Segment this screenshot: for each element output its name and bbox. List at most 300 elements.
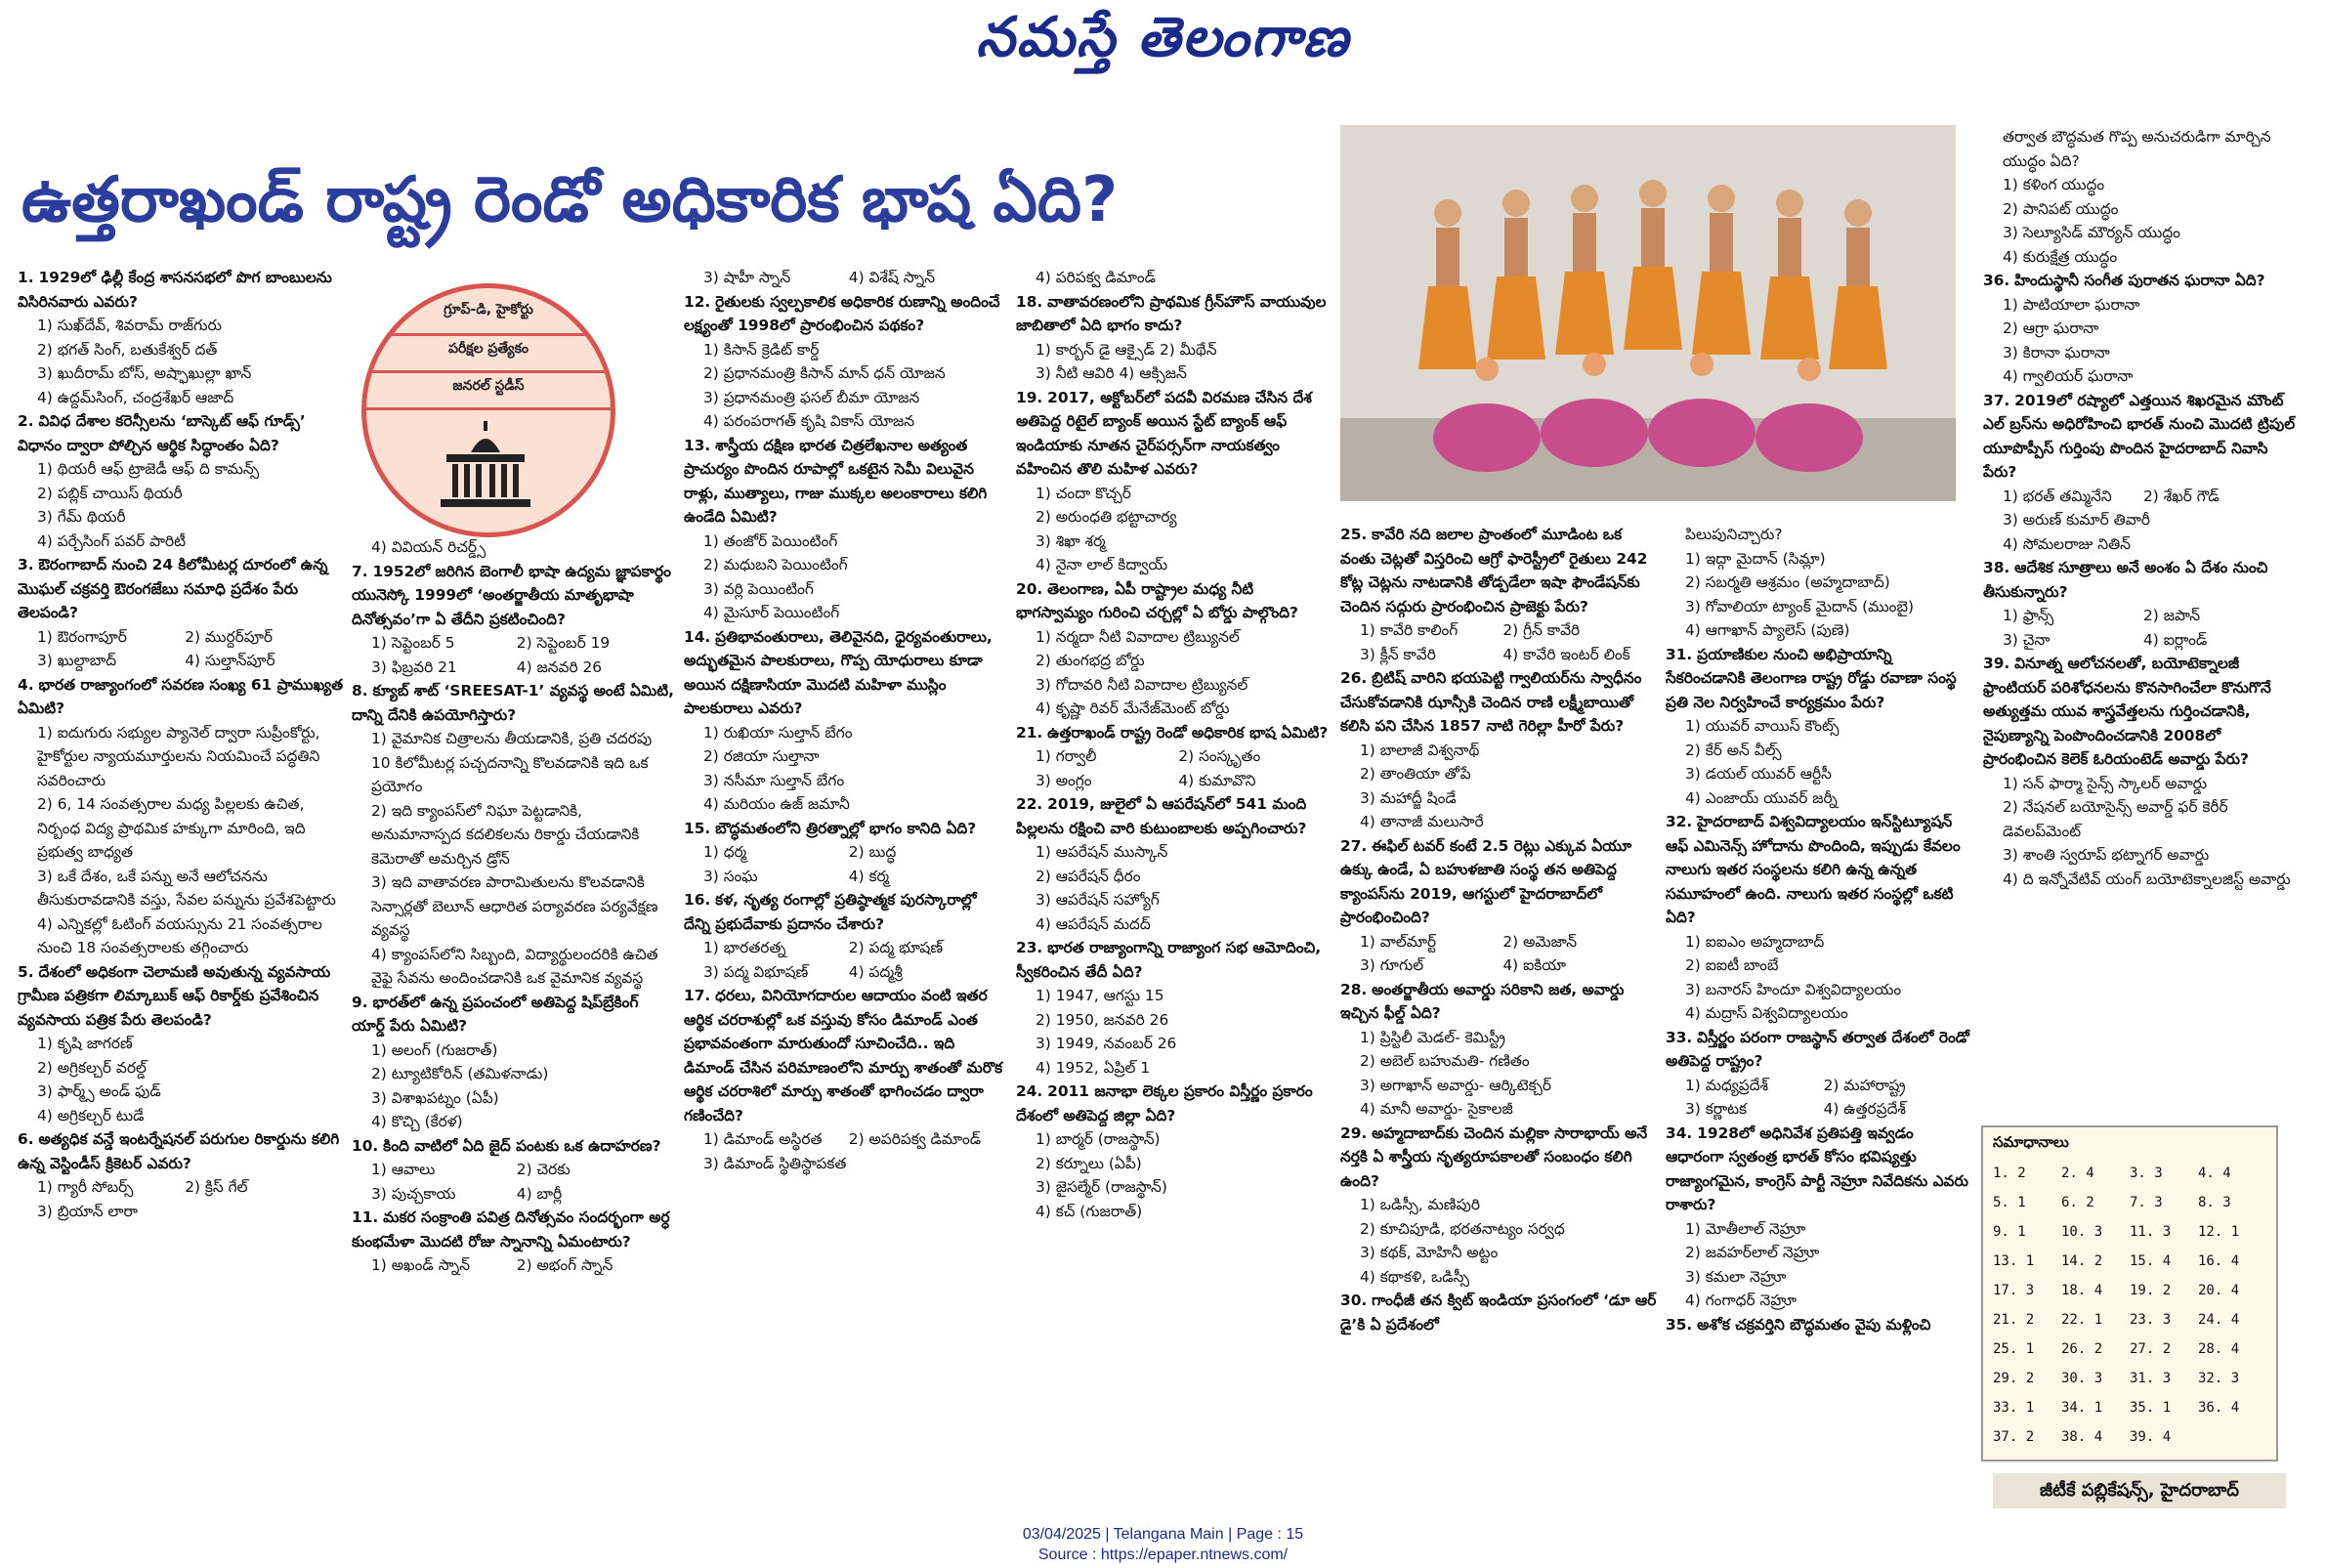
questions-column-7 — [1983, 125, 2296, 1120]
answer-key-cell: 22. 1 — [2061, 1312, 2103, 1328]
answer-option: 2) భగత్ సింగ్, బతుకేశ్వర్ దత్ — [37, 340, 218, 359]
answer-key-cell: 36. 4 — [2198, 1400, 2240, 1416]
answer-option: 2) జవహర్‌లాల్ నెహ్రూ — [1685, 1244, 1820, 1261]
question-number: 26. — [1340, 669, 1368, 687]
answer-option: 4) ఎంజాయ్ యువర్ జర్నీ — [1685, 788, 1838, 807]
answer-key-cell: 25. 1 — [1993, 1341, 2035, 1357]
question-block — [1340, 523, 1658, 666]
answer-option: 2) తుంగభద్ర బోర్డు — [1036, 652, 1145, 669]
option-row — [703, 960, 1006, 985]
answer-key-table — [1993, 1159, 2266, 1452]
answer-option: 2) నేషనల్ బయోసైన్స్ అవార్డ్ ఫర్ కెరీర్ డెవలప్‌మెంట్ — [2003, 798, 2228, 840]
question-text: రైతులకు స్వల్పకాలిక అధికారిక రుణాన్ని అందించే లక్ష్యంతో 1998లో ప్రారంభించిన పథకం? — [684, 292, 1000, 334]
question-block — [1666, 523, 1973, 643]
answer-option: 3) బనారస్ హిందూ విశ్వవిద్యాలయం — [1685, 980, 1902, 998]
answer-key-cell: 39. 4 — [2130, 1429, 2172, 1445]
option-row — [1036, 769, 1333, 793]
question-number: 15. — [684, 819, 711, 837]
answer-option: 1) గ్యారీ సోబర్స్ — [37, 1178, 134, 1196]
answer-option: తర్వాత బౌద్ధమత గొప్ప అనుచరుడిగా మార్చిన యుద్ధం ఏది? — [2003, 128, 2271, 170]
answer-option: 3) అగాఖాన్ అవార్డు- ఆర్కిటెక్చర్ — [1360, 1076, 1552, 1094]
question-number: 31. — [1666, 645, 1693, 663]
question-block — [684, 434, 1006, 625]
answer-option: 2) ఆపరేషన్ ధీరం — [1036, 867, 1141, 885]
question-number: 23. — [1016, 939, 1043, 956]
answer-option: 1) కావేరి కాలింగ్ — [1360, 621, 1459, 639]
answer-option: 4) ది ఇన్నోవేటివ్ యంగ్ బయోటెక్నాలజిస్ట్ అవార్డు — [2003, 869, 2291, 888]
answer-option: 1) పాటియాలా ఘరానా — [2003, 295, 2140, 314]
answer-key-cell: 27. 2 — [2130, 1341, 2172, 1357]
answer-key-cell: 12. 1 — [2198, 1224, 2240, 1240]
badge-line-1: గ్రూప్-డి, హైకోర్టు — [444, 302, 533, 318]
answer-option: 1) 1947, ఆగస్టు 15 — [1036, 987, 1164, 1004]
question-text: అశోక చక్రవర్తిని బౌద్ధమతం వైపు మళ్లించి — [1697, 1315, 1931, 1334]
answer-key-cell: 23. 3 — [2130, 1312, 2172, 1328]
option-row — [703, 266, 1006, 290]
answer-option: 4) కురుక్షేత్ర యుద్ధం — [2003, 247, 2118, 266]
option-row — [1036, 744, 1333, 769]
answer-option: 3) డిమాండ్ స్థితిస్థాపకత — [703, 1154, 847, 1172]
answer-option: 3) అంగ్లం — [1036, 771, 1092, 789]
answer-option: 4) మద్రాస్ విశ్వవిద్యాలయం — [1685, 1004, 1848, 1022]
question-block — [18, 960, 345, 1128]
option-row — [1685, 1074, 1973, 1098]
question-block — [684, 266, 1006, 290]
answer-option: 4) కర్మ — [848, 867, 890, 885]
answer-option: 4) కొచ్చి (కేరళ) — [371, 1113, 463, 1130]
answer-option: 4) ఉత్తరప్రదేశ్ — [1823, 1100, 1906, 1118]
answer-option: 2) శేఖర్ గౌడ్ — [2143, 487, 2220, 505]
answer-option: 1) ఆవాలు — [371, 1161, 436, 1178]
answer-key-cell: 1. 2 — [1993, 1165, 2026, 1181]
answer-key-cell: 15. 4 — [2130, 1253, 2172, 1269]
question-text: హైదరాబాద్ విశ్వవిద్యాలయం ఇన్‌స్టిట్యూషన్ ఆఫ్ ఎమినెన్స్ హోదాను పొందింది, ఇప్పుడు కేవలం నాలుగు ఇతర సంస్థలను కలిగి ఉన్న ఉన్నత సమూహంలో ఉంది. నాలుగు ఇతర సంస్థల్లో ఒకటి ఏది? — [1666, 813, 1961, 926]
answer-option: 1) కళింగ యుద్ధం — [2003, 176, 2105, 193]
option-row — [371, 1158, 674, 1182]
newspaper-masthead: నమస్తే తెలంగాణ — [976, 6, 1350, 69]
answer-option: 4) క్యాంపస్‌లోని సిబ్బంది, విద్యార్థులందరికి ఉచిత వైఫై సేవను అందించడానికి ఒక వైమానిక వ్యవస్థ — [371, 945, 658, 987]
answer-option: 1) బార్మర్ (రాజస్థాన్) — [1036, 1130, 1161, 1148]
question-number: 3. — [18, 556, 34, 573]
answer-key-cell: 19. 2 — [2130, 1283, 2172, 1298]
answer-option: 2) సెప్టెంబర్ 19 — [516, 634, 611, 652]
answer-option: 1) మధ్యప్రదేశ్ — [1685, 1076, 1769, 1094]
question-block — [18, 266, 345, 409]
question-block — [1016, 386, 1333, 577]
answer-option: 4) పరిపక్వ డిమాండ్ — [1036, 269, 1157, 286]
answer-key-cell: 2. 4 — [2061, 1165, 2094, 1181]
answer-key-cell: 7. 3 — [2130, 1195, 2163, 1210]
answer-option: 1) ప్రిస్టిలీ మెడల్- కెమిస్ట్రీ — [1360, 1028, 1505, 1046]
question-text: తెలంగాణ, ఏపీ రాష్ట్రాల మధ్య నీటి భాగస్వామ్యం గురించి చర్చల్లో ఏ బోర్డు పాల్గొంది? — [1016, 579, 1298, 621]
answer-option: 1) భరత్ తమ్మినేని — [2003, 487, 2112, 505]
answer-key-cell: 8. 3 — [2198, 1195, 2231, 1210]
answer-option: 4) పరంపరాగత్ కృషి వికాస్ యోజన — [703, 412, 915, 430]
answer-option: 2) జపాన్ — [2143, 607, 2201, 624]
question-block — [1340, 978, 1658, 1122]
answer-key-cell: 3. 3 — [2130, 1165, 2163, 1181]
question-text: వివిధ దేశాల కరెన్సీలను ‘బాస్కెట్ ఆఫ్ గూడ్స్’ విధానం ద్వారా పోల్చిన ఆర్థిక సిద్ధాంతం ఏది? — [18, 412, 306, 454]
answer-option: 3) మహాద్జీ షిండే — [1360, 788, 1457, 807]
question-text: భారత రాజ్యాంగాన్ని రాజ్యాంగ సభ ఆమోదించి, స్వీకరించిన తేదీ ఏది? — [1016, 939, 1322, 981]
answer-option: 4) తానాజీ మలుసారే — [1360, 813, 1484, 830]
question-number: 25. — [1340, 526, 1368, 543]
answer-key-cell: 16. 4 — [2198, 1253, 2240, 1269]
answer-option: 2) పద్మ భూషణ్ — [848, 939, 944, 956]
answer-option: 1) చందా కొచ్చర్ — [1036, 484, 1131, 502]
answer-option: 3) బ్రియాన్ లారా — [37, 1202, 138, 1220]
answer-key-row — [1993, 1393, 2266, 1422]
question-block — [1016, 721, 1333, 793]
answer-option: 2) ట్యూటికోరిన్ (తమిళనాడు) — [371, 1065, 549, 1082]
answer-option: 4) మైసూర్ పెయింటింగ్ — [703, 604, 840, 621]
option-row — [371, 1182, 674, 1207]
answer-option: 2) ఐఐటీ బాంబే — [1685, 956, 1779, 974]
questions-column-3 — [684, 266, 1006, 1508]
questions-column-2 — [352, 535, 674, 1508]
question-number: 7. — [352, 562, 368, 580]
answer-option: 2) కూచిపూడి, భరతనాట్యం సర్వధ — [1360, 1219, 1565, 1238]
answer-option: 3) ఖుల్దాబాద్ — [37, 652, 117, 669]
answer-option: 3) ఖుదీరామ్ బోస్, అష్ఫాఖుల్లా ఖాన్ — [37, 364, 252, 382]
question-block — [18, 1127, 345, 1223]
question-text: ఉత్తరాఖండ్ రాష్ట్ర రెండో అధికారిక భాష ఏమిటి? — [1047, 723, 1329, 742]
question-block — [1983, 652, 2296, 891]
question-text: 1929లో ఢిల్లీ కేంద్ర శాసనసభలో పొగ బాంబులను విసిరినవారు ఎవరు? — [18, 269, 332, 311]
question-block — [1666, 1026, 1973, 1122]
answer-key-row — [1993, 1247, 2266, 1276]
answer-option: 2) తాంతియా తోపే — [1360, 765, 1471, 783]
question-number: 21. — [1016, 723, 1043, 742]
question-number: 17. — [684, 987, 711, 1004]
answer-option: 3) విశాఖపట్నం (ఏపీ) — [371, 1088, 499, 1107]
question-text: 2019లో రష్యాలో ఎత్తయిన శిఖరమైన మౌంట్ ఎల్ బ్రస్‌ను అధిరోహించి భారత్ నుంచి మొదటి ట్రిపుల్ యూపొప్పీస్ గుర్తింపు పొందిన హైదరాబాద్ నివాసి పేరు? — [1983, 391, 2296, 481]
option-row — [703, 840, 1006, 865]
answer-option: 2) 1950, జనవరి 26 — [1036, 1010, 1169, 1029]
page-footer — [0, 1524, 2326, 1565]
answer-key-cell: 32. 3 — [2198, 1371, 2240, 1386]
answer-option: 1) గర్వాలీ — [1036, 747, 1097, 765]
question-block — [1666, 810, 1973, 1026]
question-number: 32. — [1666, 813, 1693, 830]
question-block — [684, 984, 1006, 1175]
answer-key-cell: 28. 4 — [2198, 1341, 2240, 1357]
question-number: 19. — [1016, 388, 1043, 406]
answer-option: 2) అగ్రికల్చర్ వరల్డ్ — [37, 1058, 147, 1077]
answer-option: 1) కిసాన్ క్రెడిట్ కార్డ్ — [703, 340, 820, 359]
answer-key-row — [1993, 1159, 2266, 1188]
question-number: 13. — [684, 436, 711, 454]
answer-key-cell: 4. 4 — [2198, 1165, 2231, 1181]
answer-option: 1) యువర్ వాయిస్ కౌంట్స్ — [1685, 717, 1840, 735]
answer-option: 2) 6, 14 సంవత్సరాల మధ్య పిల్లలకు ఉచిత, నిర్బంధ విద్య ప్రాథమిక హక్కుగా మారింది, ఇది ప్రభుత్వ బాధ్యత — [37, 795, 306, 861]
option-row — [1360, 643, 1658, 667]
answer-option: 3) ఫిబ్రవరి 21 — [371, 657, 457, 676]
option-row — [371, 656, 674, 680]
question-text: బ్రిటిష్ వారిని భయపెట్టి గ్వాలియర్‌ను స్వాధీనం చేసుకోవడానికి ఝాన్సీకి చెందిన రాణి లక్ష్మీబాయితో కలిసి పని చేసిన 1857 నాటి గెరిల్లా హీరో పేరు? — [1340, 669, 1642, 735]
question-block — [1016, 577, 1333, 721]
answer-option: 4) కుమావొని — [1178, 771, 1256, 789]
answer-option: 1) సెప్టెంబర్ 5 — [371, 634, 455, 652]
answer-option: 3) సెల్యూసిడ్ మౌర్యన్ యుద్ధం — [2003, 224, 2180, 241]
answer-option: 2) అబెల్ బహుమతి- గణితం — [1360, 1052, 1530, 1070]
question-text: ఆదేశిక సూత్రాలు అనే అంశం ఏ దేశం నుంచి తీసుకున్నారు? — [1983, 559, 2268, 601]
answer-key-row — [1993, 1217, 2266, 1247]
answer-option: 4) నైనా లాల్ కిద్వాయ్ — [1036, 556, 1168, 573]
question-block — [1983, 389, 2296, 557]
question-block — [352, 560, 674, 680]
answer-option: 4) విశేష్ స్నాన్ — [848, 269, 936, 286]
question-block — [1666, 643, 1973, 811]
answer-option: 4) కథాకళి, ఒడిస్సీ — [1360, 1267, 1470, 1286]
question-block — [1666, 1313, 1973, 1337]
answer-option: 2) కర్నూలు (ఏపీ) — [1036, 1154, 1142, 1172]
question-number: 27. — [1340, 836, 1368, 855]
answer-key-row — [1993, 1276, 2266, 1305]
question-text: 1952లో జరిగిన బెంగాలీ భాషా ఉద్యమ జ్ఞాపకార్థం యునెస్కో 1999లో ‘అంతర్జాతీయ మాతృభాషా దినోత్సవం’గా ఏ తేదీని ప్రకటించింది? — [352, 562, 671, 628]
question-number: 22. — [1016, 795, 1043, 813]
question-block — [1340, 834, 1658, 978]
question-number: 16. — [684, 891, 711, 909]
question-number: 5. — [18, 962, 34, 981]
answer-option: 4) పర్చేసింగ్ పవర్ పారిటీ — [37, 531, 186, 550]
question-block — [1016, 936, 1333, 1080]
footer-date-edition: 03/04/2025 | Telangana Main | Page : 15 — [1022, 1526, 1304, 1543]
answer-option: 3) కథక్, మోహినీ అట్టం — [1360, 1244, 1499, 1261]
answer-option: 3) నసీమా సుల్తాన్ బేగం — [703, 771, 845, 789]
question-text: కింది వాటిలో ఏది జైద్ పంటకు ఒక ఉదాహరణ? — [383, 1136, 661, 1155]
question-block — [1340, 666, 1658, 834]
question-block — [1016, 1080, 1333, 1223]
question-text: మకర సంక్రాంతి పవిత్ర దినోత్సవం సందర్భంగా అర్ధ కుంభమేళా మొదటి రోజు స్నానాన్ని ఏమంటారు? — [352, 1208, 670, 1250]
question-block — [18, 553, 345, 673]
answer-option: 1) భారతరత్న — [703, 939, 786, 956]
question-block — [1983, 269, 2296, 389]
answer-option: 4) ఐర్లాండ్ — [2143, 630, 2208, 649]
questions-column-4 — [1016, 266, 1333, 1508]
option-row — [1360, 954, 1658, 978]
question-text: ధరలు, వినియోగదారుల ఆదాయం వంటి ఇతర ఆర్థిక చరరాశుల్లో ఒక వస్తువు కోసం డిమాండ్ ఎంత ప్రభావవంతంగా మారుతుందో సూచించేది.. ఇది డిమాండ్ చేసిన పరిమాణంలోని మార్పు శాతంతో మరొక ఆర్థిక చరరాశిలో మార్పు శాతంతో భాగించడం ద్వారా గణించేది? — [684, 987, 1003, 1124]
question-number: 6. — [18, 1130, 34, 1148]
badge-divider — [366, 407, 611, 410]
question-block — [352, 1134, 674, 1207]
answer-option: 3) ఫార్మ్స్ అండ్ ఫుడ్ — [37, 1082, 161, 1100]
answer-key-box — [1981, 1125, 2278, 1462]
question-number: 35. — [1666, 1315, 1693, 1334]
question-number: 33. — [1666, 1028, 1693, 1046]
question-text: అత్యధిక వన్డే ఇంటర్నేషనల్ పరుగుల రికార్డును కలిగి ఉన్న వెస్టిండీస్ క్రికెటర్ ఎవరు? — [18, 1130, 340, 1172]
option-row — [371, 1253, 674, 1278]
answer-option: 3) డయల్ యువర్ ఆర్టీసీ — [1685, 765, 1832, 783]
answer-key-cell: 29. 2 — [1993, 1371, 2035, 1386]
option-row — [1685, 1097, 1973, 1122]
question-number: 4. — [18, 675, 34, 694]
question-text: 2017, అక్టోబర్‌లో పదవీ విరమణ చేసిన దేశ అతిపెద్ద రిటైల్ బ్యాంక్ అయిన స్టేట్ బ్యాంక్ ఆఫ్ ఇండియాకు నూతన చైర్‌పర్సన్‌గా నాయకత్వం వహించిన తొలి మహిళ ఎవరు? — [1016, 388, 1312, 478]
answer-key-row — [1993, 1422, 2266, 1452]
question-text: దేశంలో అధికంగా చెలామణి అవుతున్న వ్యవసాయ గ్రామీణ పత్రికగా లిమ్కాబుక్ ఆఫ్ రికార్డ్‌కు ప్రవేశించిన వ్యవసాయ పత్రిక పేరు తెలపండి? — [18, 962, 331, 1029]
questions-column-6 — [1666, 523, 1973, 1509]
answer-option: 4) గ్వాలియర్ ఘరానా — [2003, 367, 2134, 385]
answer-option: 2) సబర్మతి ఆశ్రమం (అహ్మదాబాద్) — [1685, 573, 1890, 591]
question-number: 24. — [1016, 1082, 1043, 1100]
question-block — [352, 679, 674, 991]
question-number: 38. — [1983, 559, 2010, 576]
option-row — [2003, 485, 2296, 509]
answer-option: 1) డిమాండ్ అస్థిరత — [703, 1130, 823, 1148]
answer-option: 2) ఆగ్రా ఘరానా — [2003, 319, 2099, 337]
answer-key-cell: 21. 2 — [1993, 1312, 2035, 1328]
question-text: ఔరంగాబాద్ నుంచి 24 కిలోమీటర్ల దూరంలో ఉన్న మొఘల్ చక్రవర్తి ఔరంగజేబు సమాధి ప్రదేశం పేరు తెలపండి? — [18, 556, 328, 621]
question-text: ప్రయాణికుల నుంచి అభిప్రాయాన్ని సేకరించడానికి తెలంగాణ రాష్ట్ర రోడ్డు రవాణా సంస్థ ప్రతి నెల నిర్వహించే కార్యక్రమం పేరు? — [1666, 645, 1957, 711]
answer-option: 1) ఐదుగురు సభ్యుల ప్యానెల్ ద్వారా సుప్రీంకోర్టు, హైకోర్టుల న్యాయమూర్తులను నియమించే పద్ధతిని సవరించారు — [37, 723, 320, 789]
answer-option: 3) పుచ్చకాయ — [371, 1184, 456, 1203]
answer-option: 3) ఒకే దేశం, ఒకే పన్ను అనే ఆలోచనను తీసుకురావడానికి వస్తు, సేవల పన్నును ప్రవేశపెట్టారు — [37, 867, 336, 909]
answer-key-cell: 11. 3 — [2130, 1224, 2172, 1240]
answer-option: 1) ఇద్గా మైదాన్ (సిమ్లా) — [1685, 549, 1826, 568]
badge-divider — [366, 333, 611, 336]
answer-option: 2) చెరకు — [516, 1161, 571, 1178]
question-number: 39. — [1983, 655, 2010, 672]
dancers-photo — [1340, 125, 1956, 501]
questions-column-5 — [1340, 523, 1658, 1509]
answer-option: 2) ప్రధానమంత్రి కిసాన్ మాన్ ధన్ యోజన — [703, 364, 946, 382]
answer-option: 4) ఉద్దమ్‌సింగ్, చంద్రశేఖర్ ఆజాద్ — [37, 388, 234, 406]
question-text: 2011 జనాభా లెక్కల ప్రకారం విస్తీర్ణం ప్రకారం దేశంలో అతిపెద్ద జిల్లా ఏది? — [1016, 1082, 1313, 1124]
answer-option: 2) రజియా సుల్తానా — [703, 747, 820, 765]
answer-key-cell: 26. 2 — [2061, 1341, 2103, 1357]
answer-option: 3) క్లీన్ కావేరి — [1360, 645, 1436, 663]
answer-option: 3) కమలా నెహ్రూ — [1685, 1267, 1787, 1286]
footer-source-link[interactable]: Source : https://epaper.ntnews.com/ — [1037, 1547, 1289, 1563]
answer-option: 3) ఆపరేషన్ సహ్యోగ్ — [1036, 891, 1160, 909]
answer-option: 3) ప్రధానమంత్రి ఫసల్ బీమా యోజన — [703, 388, 920, 406]
question-text: 2019, జులైలో ఏ ఆపరేషన్‌లో 541 మంది పిల్లలను రక్షించి వారి కుటుంబాలకు అప్పగించారు? — [1016, 795, 1307, 837]
question-text: శాస్త్రీయ దక్షిణ భారత చిత్రలేఖనాల అత్యంత ప్రాచుర్యం పొందిన రూపాల్లో ఒకటైన సెమీ విలువైన రాళ్లు, ముత్యాలు, గాజు ముక్కల అలంకారాలు కలిగి ఉండేది ఏమిటి? — [684, 436, 988, 526]
question-text: కళ, నృత్య రంగాల్లో ప్రతిష్ఠాత్మక పురస్కారాల్లో దేన్ని ప్రభుదేవాకు ప్రదానం చేశారు? — [684, 891, 977, 933]
answer-option: 1) థియరీ ఆఫ్ ట్రాజెడీ ఆఫ్ ది కామన్స్ — [37, 460, 260, 478]
question-text: ఈఫిల్ టవర్ కంటే 2.5 రెట్లు ఎక్కువ ఏయూ ఉక్కు ఉండే, ఏ బహుళజాతి సంస్థ తన అతిపెద్ద క్యాంపస్‌ను 2019, ఆగస్టులో హైదరాబాద్‌లో ప్రారంభించింది? — [1340, 836, 1632, 926]
answer-key-title: సమాధానాలు — [1993, 1133, 2069, 1151]
question-number: 20. — [1016, 579, 1043, 598]
answer-option: 4) మరియం ఉజ్ జమానీ — [703, 795, 850, 813]
question-block — [1666, 1122, 1973, 1313]
question-number: 11. — [352, 1208, 379, 1226]
question-block — [352, 1206, 674, 1278]
question-block — [1983, 125, 2296, 269]
question-block — [1983, 556, 2296, 652]
answer-option: 3) గోవాలియా ట్యాంక్ మైదాన్ (ముంబై) — [1685, 597, 1915, 615]
answer-option: 2) అమెజాన్ — [1502, 932, 1578, 951]
answer-option: 4) ఐకియా — [1502, 956, 1567, 974]
exam-badge — [361, 283, 615, 537]
answer-option: 2) గ్రీన్ కావేరి — [1502, 621, 1581, 639]
parliament-building-icon — [427, 415, 544, 513]
question-text: అహ్మదాబాద్‌కు చెందిన మల్లికా సారాభాయ్ అనే నర్తకి ఏ శాస్త్రీయ నృత్యరూపకాలతో సంబంధం కలిగి ఉంది? — [1340, 1123, 1648, 1190]
answer-option: 2) కేర్ అన్ వీల్స్ — [1685, 741, 1782, 759]
answer-option: 4) ఆపరేషన్ మదద్ — [1036, 914, 1151, 933]
question-number: 36. — [1983, 272, 2010, 289]
answer-option: 2) అభంగ్ స్నాన్ — [516, 1256, 613, 1274]
answer-option: 3) షాహీ స్నాన్ — [703, 269, 791, 286]
answer-option: 1) రుఖియా సుల్తాన్ బేగం — [703, 723, 853, 742]
answer-key-cell: 13. 1 — [1993, 1253, 2035, 1269]
option-row — [37, 1175, 345, 1200]
question-text: 1928లో అధినివేశ ప్రతిపత్తి ఇవ్వడం ఆధారంగా స్వతంత్ర భారత్ కోసం భవిష్యత్తు రాజ్యాంగమైన, కాంగ్రెస్ పార్టీ నెహ్రూ నివేదికను ఎవరు రాశారు? — [1666, 1123, 1968, 1213]
question-text: క్యూబ్ శాట్ ‘SREESAT-1’ వ్యవస్థ అంటే ఏమిటి, దాన్ని దేనికి ఉపయోగిస్తారు? — [352, 682, 674, 724]
answer-option: 1) మోతీలాల్ నెహ్రూ — [1685, 1219, 1806, 1238]
answer-option: 3) కర్ణాటక — [1685, 1100, 1748, 1118]
answer-option: 3) జైసల్మేర్ (రాజస్థాన్) — [1036, 1178, 1167, 1196]
answer-key-cell: 5. 1 — [1993, 1195, 2026, 1210]
answer-key-cell: 14. 2 — [2061, 1253, 2103, 1269]
option-row — [37, 1200, 345, 1224]
question-block — [352, 991, 674, 1134]
answer-option: 3) సంఘ — [703, 867, 758, 885]
question-number: 12. — [684, 292, 711, 311]
answer-option: 4) సుల్తాన్‌పూర్ — [185, 652, 275, 669]
answer-key-cell: 37. 2 — [1993, 1429, 2035, 1445]
question-text: వాతావరణంలోని ప్రాథమిక గ్రీన్‌హౌస్ వాయువుల జాబితాలో ఏది భాగం కాదు? — [1016, 292, 1327, 334]
badge-line-3: జనరల్ స్టడీస్ — [452, 378, 525, 394]
question-number: 8. — [352, 682, 368, 699]
answer-option: 3) పద్మ విభూషణ్ — [703, 962, 809, 981]
answer-key-cell: 38. 4 — [2061, 1429, 2103, 1445]
question-text: కావేరి నది జలాల ప్రాంతంలో మూడింట ఒక వంతు చెట్లతో విస్తరించి ఆగ్రో ఫారెస్ట్రీలో రైతులు 242 కోట్ల చెట్లను నాటడానికి తోడ్పడేలా ఇషా ఫౌండేషన్‌కు చెందిన సద్గురు ప్రారంభించిన ప్రాజెక్టు పేరు? — [1340, 526, 1648, 615]
option-row — [371, 631, 674, 656]
answer-key-row — [1993, 1335, 2266, 1364]
question-block — [1016, 266, 1333, 290]
question-number: 37. — [1983, 391, 2010, 409]
answer-option: 1) ధర్మ — [703, 843, 747, 861]
option-row — [2003, 604, 2296, 628]
answer-option: 1) అఖండ్ స్నాన్ — [371, 1256, 471, 1274]
answer-key-cell: 24. 4 — [2198, 1312, 2240, 1328]
answer-option: 4) ఆగాఖాన్ ప్యాలెస్ (పుణె) — [1685, 621, 1850, 639]
answer-option: 2) పానిపట్ యుద్ధం — [2003, 199, 2119, 218]
option-row — [1360, 930, 1658, 954]
answer-option: 1) కార్బన్ డై ఆక్సైడ్ 2) మీథేన్ — [1036, 340, 1217, 359]
answer-option: 4) జనవరి 26 — [516, 657, 603, 676]
question-text: వినూత్న ఆలోచనలతో, బయోటెక్నాలజీ ఫ్రాంటియర్ పరిశోధనలను కొనసాగించేలా కొనుగొనే అత్యుత్తమ యువ శాస్త్రవేత్తలను గుర్తించడానికి, నైపుణ్యాన్ని పెంపొందించడానికి 2008లో ప్రారంభించిన కెలెక్ ఓరియంటెడ్ అవార్డు పేరు? — [1983, 655, 2271, 768]
option-row — [703, 865, 1006, 889]
question-text: భారత్‌లో ఉన్న ప్రపంచంలో అతిపెద్ద షిప్‌బ్రేకింగ్ యార్డ్ పేరు ఏమిటి? — [352, 993, 639, 1035]
answer-key-cell: 17. 3 — [1993, 1283, 2035, 1298]
question-number: 30. — [1340, 1292, 1368, 1309]
question-number: 9. — [352, 993, 368, 1011]
answer-key-cell: 18. 4 — [2061, 1283, 2103, 1298]
question-block — [684, 290, 1006, 434]
answer-key-row — [1993, 1364, 2266, 1393]
answer-option: 2) మధుబని పెయింటింగ్ — [703, 556, 848, 573]
answer-key-cell: 33. 1 — [1993, 1400, 2035, 1416]
badge-line-2: పరీక్షల ప్రత్యేకం — [448, 341, 529, 357]
answer-key-cell: 6. 2 — [2061, 1195, 2094, 1210]
answer-option: 4) కృష్ణా రివర్ మేనేజ్‌మెంట్ బోర్డు — [1036, 699, 1230, 717]
answer-option: 2) మహారాష్ట్ర — [1823, 1076, 1906, 1094]
answer-option: 2) బుద్ధ — [848, 843, 897, 861]
question-number: 29. — [1340, 1123, 1368, 1142]
answer-option: 4) మానీ అవార్డు- సైకాలజీ — [1360, 1100, 1513, 1118]
badge-divider — [366, 370, 611, 373]
answer-key-cell: 20. 4 — [2198, 1283, 2240, 1298]
answer-option: 4) గంగాధర్ నెహ్రూ — [1685, 1292, 1797, 1309]
option-row — [703, 936, 1006, 960]
answer-option: 4) ఎన్నికల్లో ఓటింగ్ వయస్సును 21 సంవత్సరాల నుంచి 18 సంవత్సరాలకు తగ్గించారు — [37, 914, 322, 956]
answer-option: 4) కావేరి ఇంటర్ లింక్ — [1502, 645, 1630, 663]
answer-option: 2) ఇది క్యాంపస్‌లో నిఘా పెట్టడానికి, అనుమానాస్పద కదలికలను రికార్డు చేయడానికి కెమెరాతో అమర్చిన డ్రోన్ — [371, 801, 640, 868]
option-row — [2003, 508, 2296, 532]
answer-option: 3) నీటి ఆవిరి 4) ఆక్సిజన్ — [1036, 364, 1187, 382]
